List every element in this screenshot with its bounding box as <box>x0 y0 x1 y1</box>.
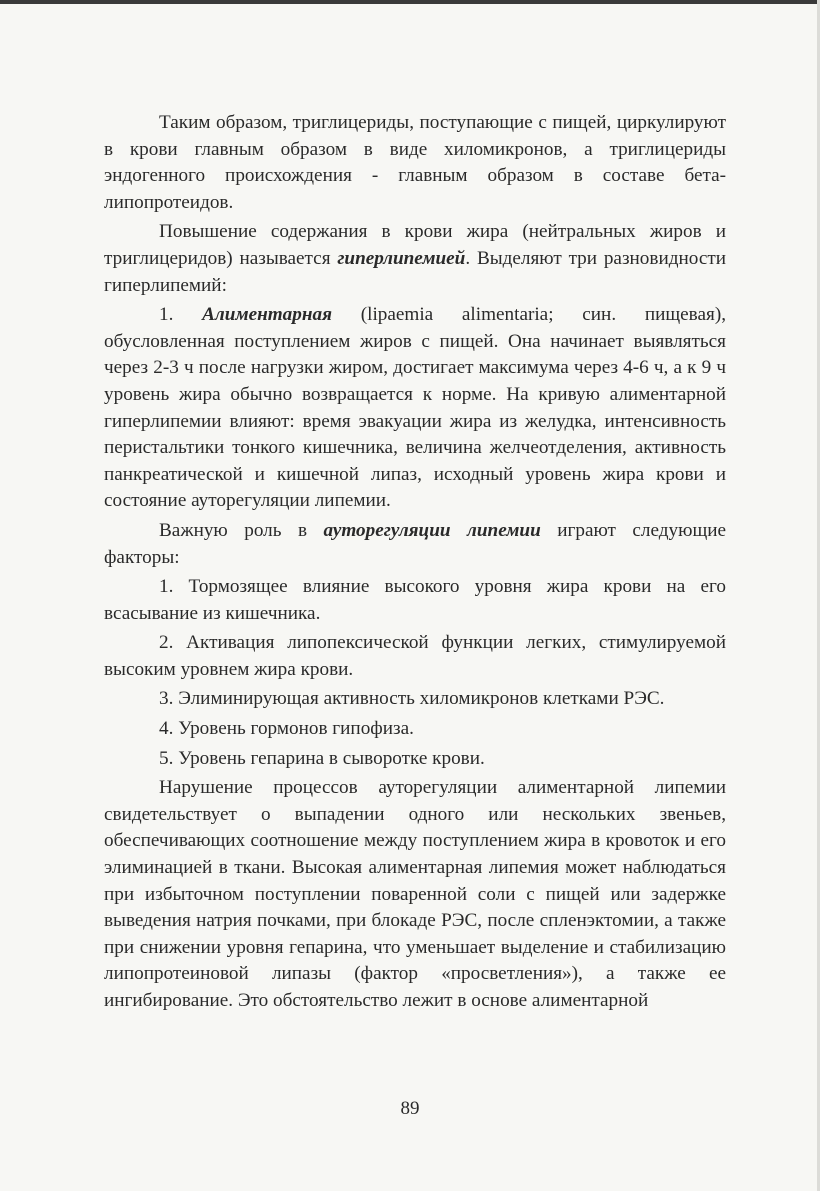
paragraph-2-text-start: Повышение содержания в крови жира (нейтральных жиров и триглицеридов) называется <box>104 221 726 269</box>
list-item-4: 4. Уровень гормонов гипофиза. <box>159 718 414 740</box>
paragraph-1: Таким образом, триглицериды, поступающие с пищей, циркулируют в крови главным образом в виде хиломикронов, а триглицериды эндогенного происхождения - главным образом в составе бета-липопротеидов. <box>104 112 726 213</box>
paragraph-3-text-end: (lipaemia alimentaria; син. пищевая), обусловленная поступлением жиров с пищей. Она начинает выявляться через 2-3 ч после нагрузки жиром, достигает максимума через 4-6 ч, а к 9 ч уровень жира обычно возвращается к норме. На кривую алиментарной гиперлипемии влияют: время эвакуации жира из желудка, интенсивность перистальтики тонкого кишечника, величина желчеотделения, активность панкреатической и кишечной липаз, исходный уровень жира крови и состояние ауторегуляции липемии. <box>104 304 727 512</box>
paragraph-2-text-end: . Выделяют три разновидности гиперлипемий: <box>104 247 726 296</box>
body-text <box>104 110 726 1015</box>
list-item-5: 5. Уровень гепарина в сыворотке крови. <box>159 747 485 769</box>
scan-top-edge <box>0 0 820 4</box>
paragraph-4-text-end: играют следующие факторы: <box>104 519 727 568</box>
term-hyperlipemia: гиперлипемией <box>337 247 466 269</box>
list-item-1: 1. Тормозящее влияние высокого уровня жира крови на его всасывание из кишечника. <box>104 576 726 624</box>
page-number: 89 <box>400 1098 420 1119</box>
list-item-3: 3. Элиминирующая активность хиломикронов клетками РЭС. <box>159 688 665 710</box>
term-alimentary: Алиментарная <box>202 304 332 326</box>
paragraph-3-text-start: 1. <box>159 304 203 326</box>
paragraph-4 <box>104 518 726 571</box>
list-item-2: 2. Активация липопексической функции легких, стимулируемой высоким уровнем жира крови. <box>104 632 726 680</box>
paragraph-3 <box>104 302 726 515</box>
paragraph-4-text-start: Важную роль в <box>159 519 324 541</box>
paragraph-final: Нарушение процессов ауторегуляции алиментарной липемии свидетельствует о выпадении одного или нескольких звеньев, обеспечивающих соотношение между поступлением жира в кровоток и его элиминацией в ткани. Высокая алиментарная липемия может наблюдаться при избыточном поступлении поваренной соли с пищей или задержке выведения натрия почками, при блокаде РЭС, после спленэктомии, а также при снижении уровня гепарина, что уменьшает выделение и стабилизацию липопротеиновой липазы (фактор «просветления»), а также ее ингибирование. Это обстоятельство лежит в основе алиментарной <box>104 777 726 1011</box>
paragraph-2 <box>104 219 726 299</box>
term-lipemia-autoregulation: ауторегуляции липемии <box>323 519 541 541</box>
